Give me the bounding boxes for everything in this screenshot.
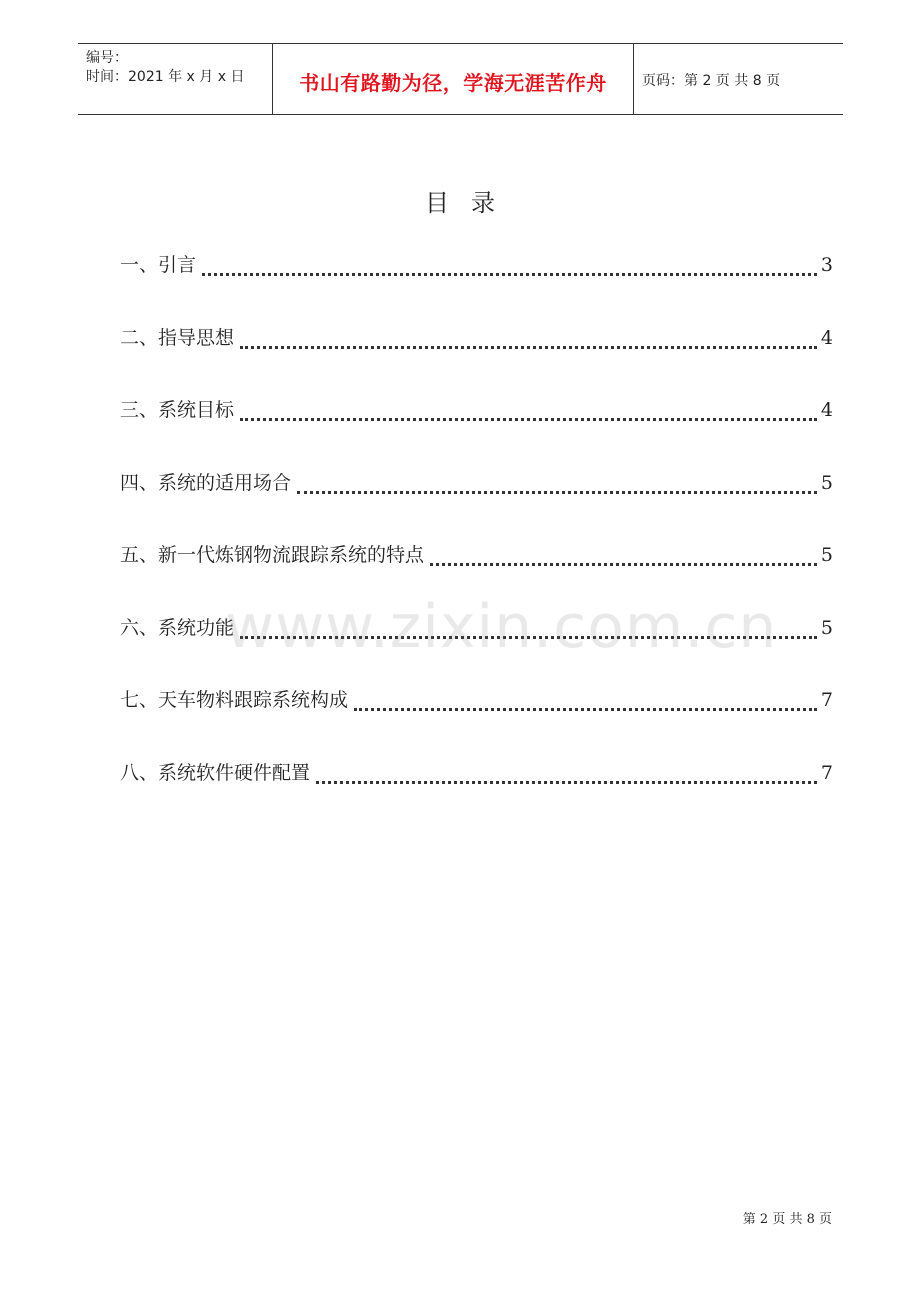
toc-entry[interactable] — [120, 756, 833, 829]
toc-leader-dots — [240, 321, 817, 349]
toc-title: 目录 — [425, 189, 517, 217]
header-page-info: 页码：第 2 页 共 8 页 — [642, 73, 781, 89]
header-motto-cell — [273, 44, 634, 114]
toc-entry[interactable] — [120, 683, 833, 756]
toc-entry-page: 5 — [820, 471, 833, 494]
toc-entry-text: 六、系统功能 — [120, 616, 235, 639]
motto: 书山有路勤为径，学海无涯苦作舟 — [299, 71, 607, 95]
toc-leader-dots — [316, 756, 817, 784]
toc-leader-dots — [297, 466, 817, 494]
toc-entry[interactable] — [120, 248, 833, 321]
watermark: www.zixin.com.cn — [225, 592, 778, 662]
date-line: 时间：2021 年 x 月 x 日 — [86, 69, 245, 85]
toc-entry-page: 5 — [820, 616, 833, 639]
header-meta — [78, 44, 273, 114]
toc-entry-text: 三、系统目标 — [120, 399, 235, 421]
toc-entry-page: 4 — [820, 326, 833, 349]
page-footer: 第 2 页 共 8 页 — [742, 1212, 832, 1227]
toc-entry-page: 3 — [820, 254, 833, 276]
toc-list — [120, 248, 833, 828]
toc-entry-text: 四、系统的适用场合 — [120, 471, 292, 494]
page-header — [78, 43, 843, 115]
toc-entry[interactable] — [120, 393, 833, 466]
toc-entry-page: 7 — [820, 761, 833, 784]
toc-entry[interactable] — [120, 321, 833, 394]
serial-label: 编号： — [86, 50, 128, 66]
header-page-cell — [634, 44, 843, 114]
toc-entry-text: 八、系统软件硬件配置 — [120, 761, 311, 784]
toc-entry-page: 5 — [820, 544, 833, 566]
toc-entry-text: 七、天车物料跟踪系统构成 — [120, 689, 349, 711]
toc-entry-text: 五、新一代炼钢物流跟踪系统的特点 — [120, 544, 425, 566]
toc-entry-page: 4 — [820, 399, 833, 421]
toc-entry-text: 一、引言 — [120, 254, 197, 276]
toc-entry[interactable] — [120, 466, 833, 539]
toc-entry-page: 7 — [820, 689, 833, 711]
toc-leader-dots — [354, 683, 817, 711]
toc-leader-dots — [240, 393, 817, 421]
toc-entry-text: 二、指导思想 — [120, 326, 235, 349]
toc-leader-dots — [202, 248, 817, 276]
toc-leader-dots — [430, 538, 817, 566]
